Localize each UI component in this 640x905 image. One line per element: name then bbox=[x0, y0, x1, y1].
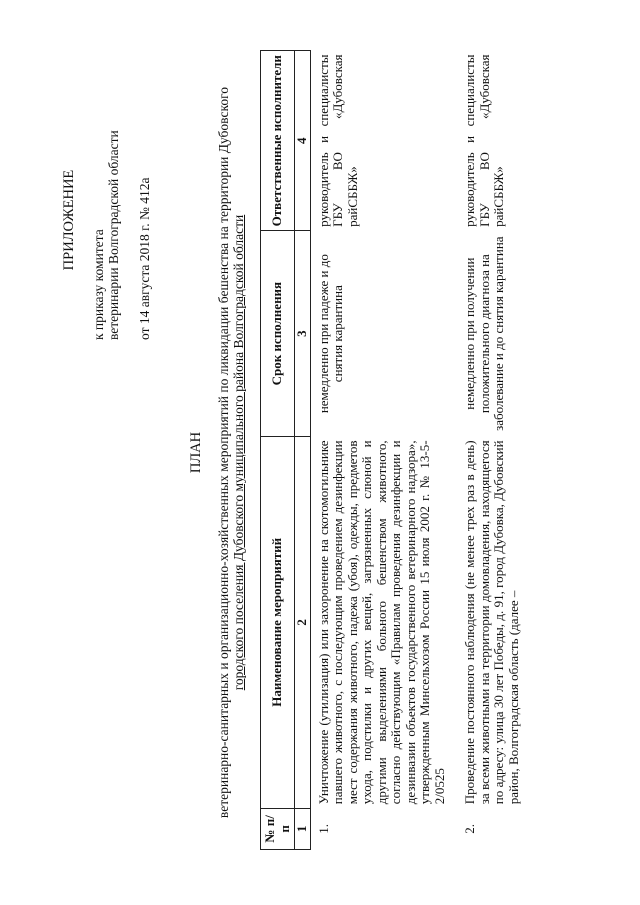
row-responsible: руководитель и специалисты ГБУ ВО «Дубовская райСББЖ» bbox=[462, 54, 506, 227]
appendix-block bbox=[62, 70, 152, 370]
row-measure: Уничтожение (утилизация) или захоронение на скотомогильнике павшего животного, с последующим проведением дезинфекции мест содержания животного, падежа (убоя), одежды, предметов ухода, подстилки и других вещей, загрязненных слюной и другими выделениями больного бешенством животного, согласно действующим «Правилам проведения дезинфекции и дезинвазии объектов государственного ветеринарного надзора», утвержденным Минсельхозом России 15 июля 2002 г. № 13-5-2/0525 bbox=[315, 440, 447, 805]
plan-subtitle-line-1: ветеринарно-санитарных и организационно-хозяйственных мероприятий по ликвидации бешенства на территории Дубовского bbox=[216, 86, 231, 819]
column-number: 3 bbox=[295, 231, 311, 437]
appendix-line-1: к приказу комитета bbox=[91, 229, 106, 340]
plan-table bbox=[260, 50, 531, 850]
table-header-row bbox=[261, 51, 295, 850]
row-measure: Проведение постоянного наблюдения (не менее трех раз в день) за всеми животными на территории домовладения, находящегося по адресу: улица 30 лет Победы, д. 91, город Дубовка, Дубовский район, Волгоградская область (далее – bbox=[462, 440, 521, 805]
appendix-title: ПРИЛОЖЕНИЕ bbox=[61, 169, 77, 271]
plan-subtitle-line-2: городского поселения Дубовского муниципального района Волгоградской области bbox=[231, 214, 246, 691]
table-row bbox=[457, 51, 531, 850]
column-number: 1 bbox=[295, 808, 311, 849]
appendix-line-2: ветеринарии Волгоградской области bbox=[106, 130, 121, 340]
row-number: 1. bbox=[315, 823, 331, 834]
header-measure: Наименование мероприятий bbox=[261, 436, 295, 808]
header-num: № п/п bbox=[261, 808, 295, 849]
table-row bbox=[310, 51, 457, 850]
appendix-date: от 14 августа 2018 г. № 412а bbox=[137, 177, 152, 340]
row-number: 2. bbox=[462, 823, 477, 834]
table-column-numbers-row bbox=[295, 51, 311, 850]
header-deadline: Срок исполнения bbox=[261, 231, 295, 437]
column-number: 4 bbox=[295, 51, 311, 231]
plan-subtitle bbox=[216, 40, 246, 865]
row-deadline: немедленно при падеже и до снятия карантина bbox=[315, 254, 345, 414]
row-deadline: немедленно при получении положительного диагноза на заболевание и до снятия карантина bbox=[462, 236, 506, 431]
row-responsible: руководитель и специалисты ГБУ ВО «Дубовская райСББЖ» bbox=[315, 54, 360, 227]
header-responsible: Ответственные исполнители bbox=[261, 51, 295, 231]
plan-title: ПЛАН bbox=[188, 431, 204, 474]
column-number: 2 bbox=[295, 436, 311, 808]
